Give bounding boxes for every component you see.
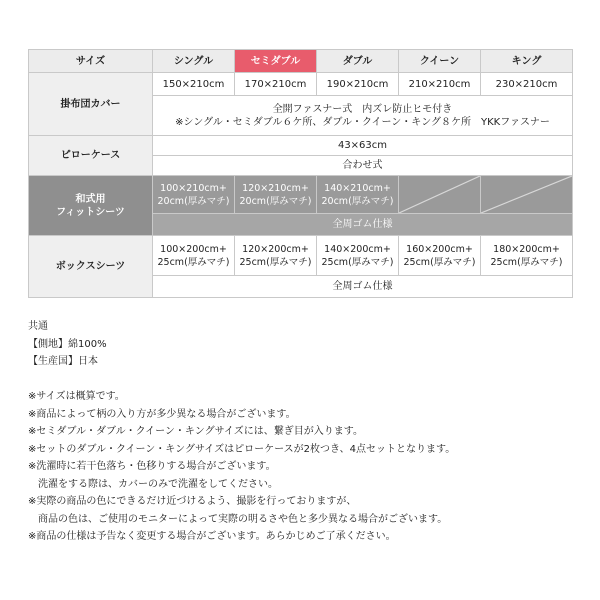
note-monitor: 商品の色は、ご使用のモニターによって実際の明るさや色と多少異なる場合がございます。 [28, 513, 448, 525]
kakebuton-size-semidouble: 170×210cm [235, 73, 317, 96]
note-common: 共通 [28, 321, 48, 332]
box-size-double-line1: 140×200cm+ [324, 243, 391, 255]
box-size-double-line2: 25cm(厚みマチ) [321, 256, 394, 268]
header-king: キング [481, 50, 573, 73]
note-wash-color: ※洗濯時に若干色落ち・色移りする場合がございます。 [28, 461, 276, 472]
washiki-king-not-available [481, 176, 573, 214]
box-size-king-line2: 25cm(厚みマチ) [490, 256, 563, 268]
note-spec-change: ※商品の仕様は予告なく変更する場合がございます。あらかじめご了承ください。 [28, 531, 396, 542]
box-size-semidouble-line2: 25cm(厚みマチ) [239, 256, 312, 268]
washiki-label [29, 176, 153, 236]
note-pattern: ※商品によって柄の入り方が多少異なる場合がございます。 [28, 408, 296, 420]
header-queen: クイーン [399, 50, 481, 73]
box-size-row [29, 236, 573, 276]
washiki-size-double-line2: 20cm(厚みマチ) [321, 195, 394, 207]
pillow-size-row [29, 136, 573, 156]
kakebuton-size-king: 230×210cm [481, 73, 573, 96]
box-size-queen-line2: 25cm(厚みマチ) [403, 256, 476, 268]
kakebuton-label: 掛布団カバー [29, 73, 153, 136]
box-size-single-line2: 25cm(厚みマチ) [157, 256, 230, 268]
note-seam: ※セミダブル・ダブル・クイーン・キングサイズには、繋ぎ目が入ります。 [28, 426, 363, 437]
box-size-queen-line1: 160×200cm+ [406, 243, 473, 255]
washiki-size-semidouble [235, 176, 317, 214]
box-size-semidouble-line1: 120×200cm+ [242, 243, 309, 255]
kakebuton-note-line2: ※シングル・セミダブル６ケ所、ダブル・クイーン・キング８ケ所 YKKファスナー [175, 116, 550, 128]
kakebuton-size-row [29, 73, 573, 96]
box-size-king [481, 236, 573, 276]
header-double: ダブル [317, 50, 399, 73]
note-wash-cover: 洗濯をする際は、カバーのみで洗濯をしてください。 [28, 478, 278, 490]
washiki-size-double-line1: 140×210cm+ [324, 182, 391, 194]
pillow-label: ピローケース [29, 136, 153, 176]
notes-section [28, 318, 455, 546]
box-size-single [153, 236, 235, 276]
kakebuton-size-double: 190×210cm [317, 73, 399, 96]
washiki-size-semidouble-line2: 20cm(厚みマチ) [239, 195, 312, 207]
header-size: サイズ [29, 50, 153, 73]
note-spacer [28, 371, 455, 389]
washiki-label-line1: 和式用 [75, 193, 106, 205]
header-single: シングル [153, 50, 235, 73]
note-pillow-set: ※セットのダブル・クイーン・キングサイズはピローケースが2枚つき、4点セットとなります。 [28, 443, 456, 455]
washiki-size-single-line2: 20cm(厚みマチ) [157, 195, 230, 207]
washiki-label-line2: フィットシーツ [56, 206, 125, 218]
kakebuton-size-queen: 210×210cm [399, 73, 481, 96]
box-size-single-line1: 100×200cm+ [160, 243, 227, 255]
washiki-size-semidouble-line1: 120×210cm+ [242, 182, 309, 194]
pillow-size: 43×63cm [153, 136, 573, 156]
pillow-type: 合わせ式 [153, 156, 573, 176]
box-size-king-line1: 180×200cm+ [493, 243, 560, 255]
kakebuton-note-line1: 全開ファスナー式 内ズレ防止ヒモ付き [272, 103, 453, 115]
box-size-double [317, 236, 399, 276]
washiki-size-single [153, 176, 235, 214]
washiki-size-double [317, 176, 399, 214]
header-semidouble: セミダブル [235, 50, 317, 73]
note-origin: 【生産国】日本 [28, 356, 98, 367]
washiki-size-row [29, 176, 573, 214]
box-label: ボックスシーツ [29, 236, 153, 298]
note-material: 【側地】綿100% [28, 338, 107, 350]
kakebuton-note [153, 96, 573, 136]
washiki-queen-not-available [399, 176, 481, 214]
header-row [29, 50, 573, 73]
washiki-note: 全周ゴム仕様 [153, 214, 573, 236]
note-size: ※サイズは概算です。 [28, 391, 125, 402]
box-size-semidouble [235, 236, 317, 276]
note-photo: ※実際の商品の色にできるだけ近づけるよう、撮影を行っておりますが、 [28, 496, 357, 507]
box-size-queen [399, 236, 481, 276]
box-note: 全周ゴム仕様 [153, 276, 573, 298]
kakebuton-size-single: 150×210cm [153, 73, 235, 96]
size-table [28, 49, 573, 298]
washiki-size-single-line1: 100×210cm+ [160, 182, 227, 194]
